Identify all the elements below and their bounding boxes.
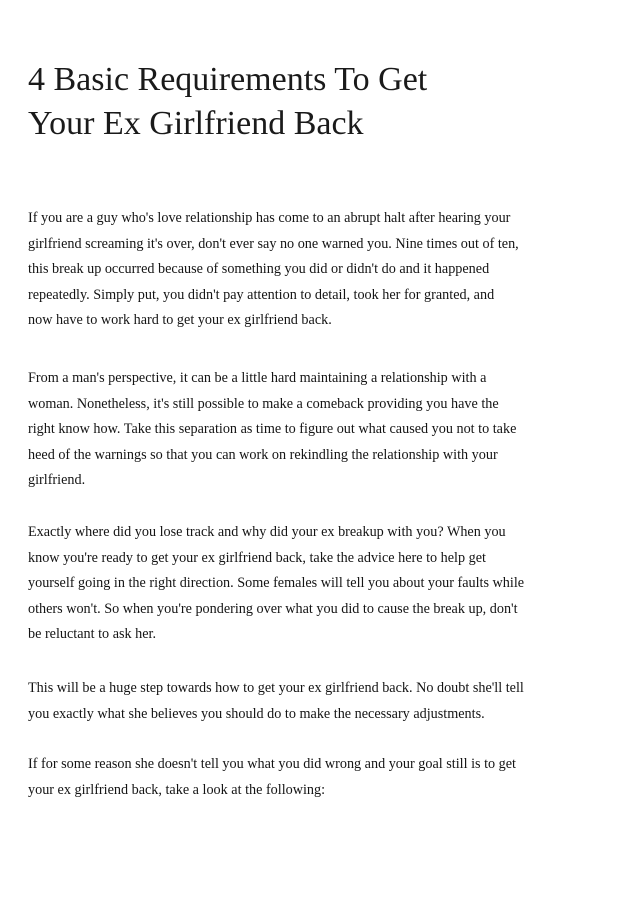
paragraph-4 [28, 676, 618, 727]
paragraph-line: If you are a guy who's love relationship has come to an abrupt halt after hearing your [28, 210, 511, 226]
page-title [28, 58, 608, 146]
paragraph-line: you exactly what she believes you should do to make the necessary adjustments. [28, 705, 485, 722]
title-line: 4 Basic Requirements To Get [28, 61, 428, 98]
paragraph-line: others won't. So when you're pondering over what you did to cause the break up, don't [28, 600, 518, 617]
paragraph-line: girlfriend. [28, 472, 86, 488]
paragraph-line: right know how. Take this separation as time to figure out what caused you not to take [28, 421, 517, 437]
paragraph-1 [28, 206, 618, 334]
paragraph-line: girlfriend screaming it's over, don't ever say no one warned you. Nine times out of ten, [28, 235, 519, 252]
paragraph-2 [28, 366, 618, 494]
paragraph-line: woman. Nonetheless, it's still possible to make a comeback providing you have the [28, 395, 499, 412]
paragraph-line: heed of the warnings so that you can work on rekindling the relationship with your [28, 446, 498, 463]
paragraph-line: If for some reason she doesn't tell you what you did wrong and your goal still is to get [28, 756, 517, 772]
paragraph-line: know you're ready to get your ex girlfriend back, take the advice here to help get [28, 549, 486, 566]
paragraph-line: your ex girlfriend back, take a look at the following: [28, 781, 326, 798]
title-line: Your Ex Girlfriend Back [28, 105, 364, 142]
paragraph-5 [28, 752, 618, 803]
paragraph-line: yourself going in the right direction. Some females will tell you about your faults while [28, 575, 525, 591]
paragraph-line: This will be a huge step towards how to get your ex girlfriend back. No doubt she'll tell [28, 680, 524, 696]
paragraph-line: this break up occurred because of something you did or didn't do and it happened [28, 261, 490, 277]
paragraph-line: Exactly where did you lose track and why did your ex breakup with you? When you [28, 524, 506, 540]
paragraph-3 [28, 520, 618, 648]
paragraph-line: From a man's perspective, it can be a little hard maintaining a relationship with a [28, 370, 487, 386]
paragraph-line: repeatedly. Simply put, you didn't pay attention to detail, took her for granted, and [28, 286, 495, 303]
paragraph-line: be reluctant to ask her. [28, 626, 157, 642]
paragraph-line: now have to work hard to get your ex girlfriend back. [28, 312, 332, 328]
